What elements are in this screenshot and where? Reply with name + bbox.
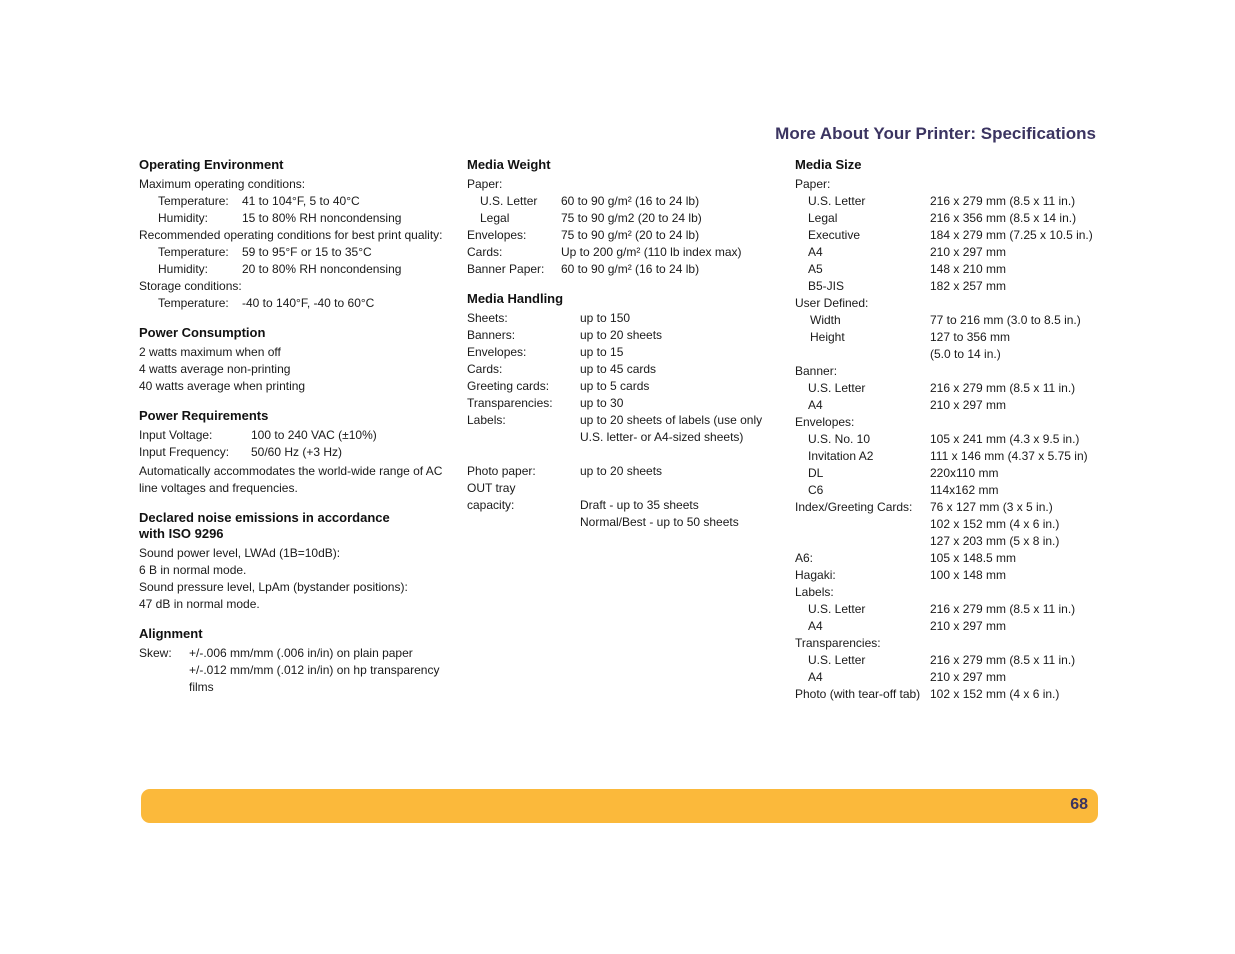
spec-row [795,261,1105,278]
spec-row [795,346,1105,363]
spec-value: up to 5 cards [580,379,650,393]
spec-key: A6: [795,551,814,565]
spec-key: A4 [808,670,823,684]
spec-key: Greeting cards: [467,379,550,393]
out-tray-key [467,480,580,531]
spec-key: Legal [480,211,510,225]
operating-environment-heading: Operating Environment [139,157,284,172]
skew-value: +/-.012 mm/mm (.012 in/in) on hp transparency films [189,663,440,694]
spec-value: 216 x 279 mm (8.5 x 11 in.) [930,653,1076,667]
spec-value: 216 x 279 mm (8.5 x 11 in.) [930,602,1076,616]
spec-key: Cards: [467,245,503,259]
spec-row [467,361,777,378]
power-line: 40 watts average when printing [139,379,306,393]
spec-row [467,244,777,261]
spec-row [795,329,1105,346]
noise-line: Sound pressure level, LpAm (bystander positions): [139,580,408,594]
spec-key: Height [810,330,845,344]
spec-key: Envelopes: [467,345,527,359]
spec-row [139,210,449,227]
spec-row [467,310,777,327]
noise-line: 47 dB in normal mode. [139,597,260,611]
spec-value: 41 to 104°F, 5 to 40°C [242,194,360,208]
storage-conditions-label: Storage conditions: [139,279,242,293]
spec-row [139,244,449,261]
skew-label: Skew: [139,646,172,660]
spec-value: (5.0 to 14 in.) [930,347,1001,361]
spec-key: A4 [808,245,823,259]
spec-value: 210 x 297 mm [930,670,1007,684]
banner-label: Banner: [795,364,838,378]
spec-key: A4 [808,619,823,633]
spec-row [795,312,1105,329]
transparencies-label: Transparencies: [795,636,881,650]
spec-value: 216 x 279 mm (8.5 x 11 in.) [930,381,1076,395]
spec-key: Width [810,313,841,327]
out-tray-key-line: capacity: [467,498,515,512]
spec-value: Up to 200 g/m² (110 lb index max) [561,245,742,259]
spec-key: U.S. Letter [808,602,866,616]
out-tray-values [580,480,777,531]
power-note: Automatically accommodates the world-wide range of AC line voltages and frequencies. [139,464,443,495]
spec-row [795,397,1105,414]
user-defined-label: User Defined: [795,296,869,310]
noise-heading-line2: with ISO 9296 [139,526,224,541]
spec-row [795,669,1105,686]
skew-value: +/-.006 mm/mm (.006 in/in) on plain paper [189,646,413,660]
spec-value: 60 to 90 g/m² (16 to 24 lb) [561,194,700,208]
spec-key: Legal [808,211,838,225]
spec-key: B5-JIS [808,279,845,293]
spec-value: 114x162 mm [930,483,999,497]
spec-value: 216 x 279 mm (8.5 x 11 in.) [930,194,1076,208]
spec-row [467,327,777,344]
spec-key: Photo paper: [467,464,536,478]
spec-key: Temperature: [158,296,229,310]
spec-value: 59 to 95°F or 15 to 35°C [242,245,372,259]
spec-key: Sheets: [467,311,508,325]
spec-value: 210 x 297 mm [930,398,1007,412]
spec-key: U.S. Letter [808,653,866,667]
spec-row [795,278,1105,295]
noise-heading-line1: Declared noise emissions in accordance [139,510,390,525]
spec-key: Input Frequency: [139,445,230,459]
power-consumption-heading: Power Consumption [139,325,266,340]
spec-row [467,378,777,395]
spec-value: up to 15 [580,345,624,359]
skew-row [139,645,449,696]
envelopes-label: Envelopes: [795,415,855,429]
skew-values [189,645,449,696]
spec-value: 60 to 90 g/m² (16 to 24 lb) [561,262,700,276]
index-card-value: 127 x 203 mm (5 x 8 in.) [930,534,1060,548]
spec-value: 75 to 90 g/m² (20 to 24 lb) [561,228,700,242]
spec-key: Banners: [467,328,516,342]
spec-row [795,210,1105,227]
spec-key: Transparencies: [467,396,553,410]
out-tray-value: Normal/Best - up to 50 sheets [580,515,739,529]
spec-row [795,652,1105,669]
spec-value: up to 45 cards [580,362,657,376]
spec-key: Temperature: [158,194,229,208]
spec-value: up to 30 [580,396,624,410]
noise-line: 6 B in normal mode. [139,563,247,577]
spec-value: up to 20 sheets [580,464,663,478]
spec-row [795,618,1105,635]
column-left [139,157,449,696]
media-size-heading: Media Size [795,157,862,172]
spec-key: Labels: [467,413,506,427]
spec-key: Hagaki: [795,568,836,582]
out-tray-key-line: OUT tray [467,481,516,495]
spec-value: 20 to 80% RH noncondensing [242,262,402,276]
spec-row [467,395,777,412]
spec-row [467,463,777,480]
spec-row [467,227,777,244]
spec-row [795,193,1105,210]
spec-key: U.S. Letter [808,381,866,395]
spec-value: 127 to 356 mm [930,330,1011,344]
spec-value: -40 to 140°F, -40 to 60°C [242,296,375,310]
spec-value: 148 x 210 mm [930,262,1007,276]
spec-row [795,244,1105,261]
paper-label: Paper: [795,177,831,191]
spec-row [467,412,777,446]
spec-value: 216 x 356 mm (8.5 x 14 in.) [930,211,1077,225]
spec-key: Humidity: [158,262,209,276]
spec-value: 77 to 216 mm (3.0 to 8.5 in.) [930,313,1081,327]
spec-value: 182 x 257 mm [930,279,1007,293]
spec-key: A4 [808,398,823,412]
spec-row [139,295,449,312]
spec-key: DL [808,466,824,480]
spec-key: Executive [808,228,861,242]
spec-row [795,567,1105,584]
spec-value: 100 x 148 mm [930,568,1007,582]
spec-value: 15 to 80% RH noncondensing [242,211,402,225]
page-number: 68 [1070,796,1088,813]
spec-value: 210 x 297 mm [930,619,1007,633]
index-cards-values [930,499,1105,550]
media-handling-heading: Media Handling [467,291,564,306]
spec-row [139,444,449,461]
labels-label: Labels: [795,585,834,599]
index-cards-row [795,499,1105,550]
spec-key: C6 [808,483,824,497]
noise-line: Sound power level, LWAd (1B=10dB): [139,546,341,560]
out-tray-value: Draft - up to 35 sheets [580,498,699,512]
column-middle [467,157,777,531]
column-right [795,157,1105,703]
spec-value: 100 to 240 VAC (±10%) [251,428,377,442]
paper-label: Paper: [467,177,503,191]
power-line: 4 watts average non-printing [139,362,291,376]
out-tray-row [467,480,777,531]
spec-key: Banner Paper: [467,262,545,276]
max-conditions-label: Maximum operating conditions: [139,177,306,191]
spec-value: 184 x 279 mm (7.25 x 10.5 in.) [930,228,1093,242]
spec-row [467,261,777,278]
spec-value: up to 20 sheets of labels (use only U.S. letter- or A4-sized sheets) [580,413,763,444]
spec-value: up to 20 sheets [580,328,663,342]
spec-key: Photo (with tear-off tab) [795,687,921,701]
index-cards-key: Index/Greeting Cards: [795,500,913,514]
spec-key: U.S. Letter [480,194,538,208]
spec-row [139,261,449,278]
index-card-value: 102 x 152 mm (4 x 6 in.) [930,517,1060,531]
spec-row [467,193,777,210]
spec-key: Cards: [467,362,503,376]
footer-bar [141,789,1098,823]
spec-row [795,686,1105,703]
media-weight-heading: Media Weight [467,157,551,172]
spec-row [139,427,449,444]
page-title: More About Your Printer: Specifications [775,124,1096,143]
power-requirements-heading: Power Requirements [139,408,269,423]
spec-value: 220x110 mm [930,466,999,480]
spec-value: 111 x 146 mm (4.37 x 5.75 in) [930,449,1088,463]
spec-row [795,482,1105,499]
spec-value: 102 x 152 mm (4 x 6 in.) [930,687,1060,701]
index-card-value: 76 x 127 mm (3 x 5 in.) [930,500,1053,514]
spec-row [795,448,1105,465]
spec-value: up to 150 [580,311,631,325]
spec-row [795,380,1105,397]
spec-key: Temperature: [158,245,229,259]
spec-value: 105 x 148.5 mm [930,551,1017,565]
spec-row [139,193,449,210]
spec-key: Input Voltage: [139,428,213,442]
spec-key: U.S. No. 10 [808,432,871,446]
spec-key: Invitation A2 [808,449,874,463]
spec-key: Envelopes: [467,228,527,242]
spec-row [467,344,777,361]
spec-value: 210 x 297 mm [930,245,1007,259]
spec-key: U.S. Letter [808,194,866,208]
spec-key: A5 [808,262,823,276]
spec-row [795,431,1105,448]
spec-value: 75 to 90 g/m2 (20 to 24 lb) [561,211,702,225]
spec-row [795,550,1105,567]
spec-row [795,601,1105,618]
recommended-conditions-label: Recommended operating conditions for best print quality: [139,228,443,242]
alignment-heading: Alignment [139,626,203,641]
spec-row [795,227,1105,244]
spec-key: Humidity: [158,211,209,225]
spec-value: 50/60 Hz (+3 Hz) [251,445,343,459]
spec-row [795,465,1105,482]
spec-row [467,210,777,227]
spec-value: 105 x 241 mm (4.3 x 9.5 in.) [930,432,1080,446]
power-line: 2 watts maximum when off [139,345,281,359]
